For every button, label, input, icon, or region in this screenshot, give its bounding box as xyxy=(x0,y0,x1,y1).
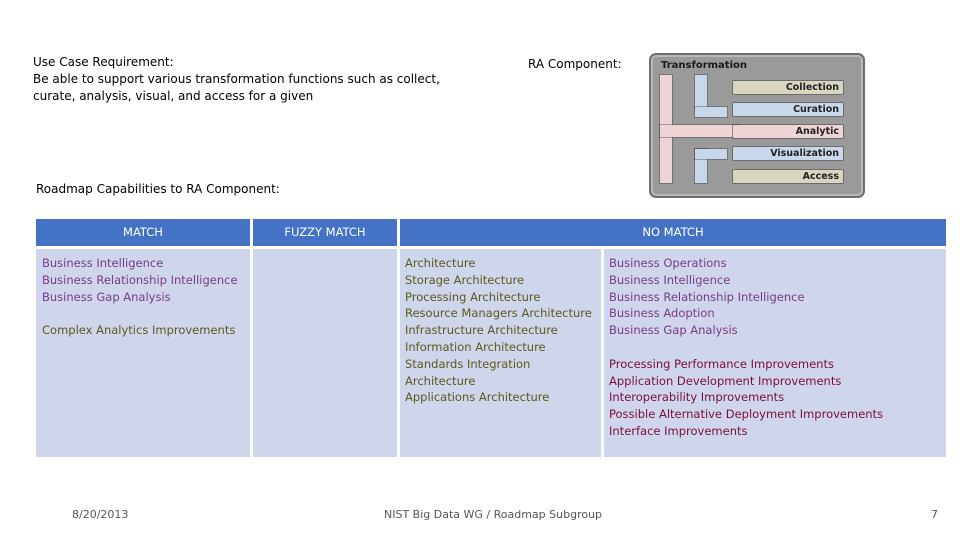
no-match-cell-architecture xyxy=(400,249,601,457)
ra-component-label: RA Component: xyxy=(528,57,622,71)
header-no-match: NO MATCH xyxy=(400,219,946,246)
no-match-item: Applications Architecture xyxy=(405,390,550,405)
no-match-item: Storage Architecture xyxy=(405,272,525,287)
fuzzy-match-cell xyxy=(253,249,397,457)
match-cell xyxy=(36,249,250,457)
ra-diagram-title: Transformation xyxy=(661,60,747,71)
ra-rail-blue-low xyxy=(695,149,727,159)
no-match-item: Application Development Improvements xyxy=(609,373,842,388)
ra-rail-blue-mid xyxy=(695,107,727,117)
requirement-line-2: curate, analysis, visual, and access for a given xyxy=(33,89,314,103)
ra-component-diagram xyxy=(649,53,865,198)
ra-bar-analytic: Analytic xyxy=(733,125,843,138)
capabilities-table xyxy=(36,219,946,458)
no-match-item: Information Architecture xyxy=(405,339,546,354)
header-match: MATCH xyxy=(36,219,250,246)
match-item: Business Relationship Intelligence xyxy=(42,272,238,287)
ra-bar-collection: Collection xyxy=(733,81,843,94)
roadmap-capabilities-label: Roadmap Capabilities to RA Component: xyxy=(36,182,280,196)
header-fuzzy-match: FUZZY MATCH xyxy=(253,219,397,246)
no-match-item: Processing Performance Improvements xyxy=(609,356,834,371)
use-case-requirement xyxy=(33,54,440,105)
no-match-item: Architecture xyxy=(405,256,476,270)
no-match-item: Processing Architecture xyxy=(405,289,541,304)
match-item: Complex Analytics Improvements xyxy=(42,323,236,338)
requirement-line-1: Be able to support various transformation functions such as collect, xyxy=(33,72,440,86)
no-match-item: Business Intelligence xyxy=(609,272,731,287)
no-match-item: Architecture xyxy=(405,373,476,388)
match-item: Business Gap Analysis xyxy=(42,289,171,304)
no-match-item: Business Adoption xyxy=(609,306,715,321)
no-match-item: Interface Improvements xyxy=(609,423,748,438)
ra-bar-curation: Curation xyxy=(733,103,843,116)
no-match-item: Business Operations xyxy=(609,256,727,270)
no-match-item: Business Relationship Intelligence xyxy=(609,289,805,304)
ra-bar-visualization: Visualization xyxy=(733,147,843,160)
no-match-item: Resource Managers Architecture xyxy=(405,306,592,321)
no-match-item: Standards Integration xyxy=(405,356,531,371)
requirement-heading: Use Case Requirement: xyxy=(33,55,174,69)
no-match-item: Possible Alternative Deployment Improvements xyxy=(609,407,884,422)
ra-rail-blue-top xyxy=(695,75,707,109)
footer-page-number: 7 xyxy=(931,508,938,521)
no-match-item: Infrastructure Architecture xyxy=(405,323,558,338)
no-match-item: Interoperability Improvements xyxy=(609,390,785,405)
footer-title: NIST Big Data WG / Roadmap Subgroup xyxy=(384,508,603,521)
ra-rail-pink-arm xyxy=(660,125,738,137)
no-match-item: Business Gap Analysis xyxy=(609,323,738,338)
no-match-cell-business xyxy=(604,249,946,457)
footer-date: 8/20/2013 xyxy=(72,508,129,521)
ra-bar-access: Access xyxy=(733,170,843,183)
match-item: Business Intelligence xyxy=(42,256,164,270)
